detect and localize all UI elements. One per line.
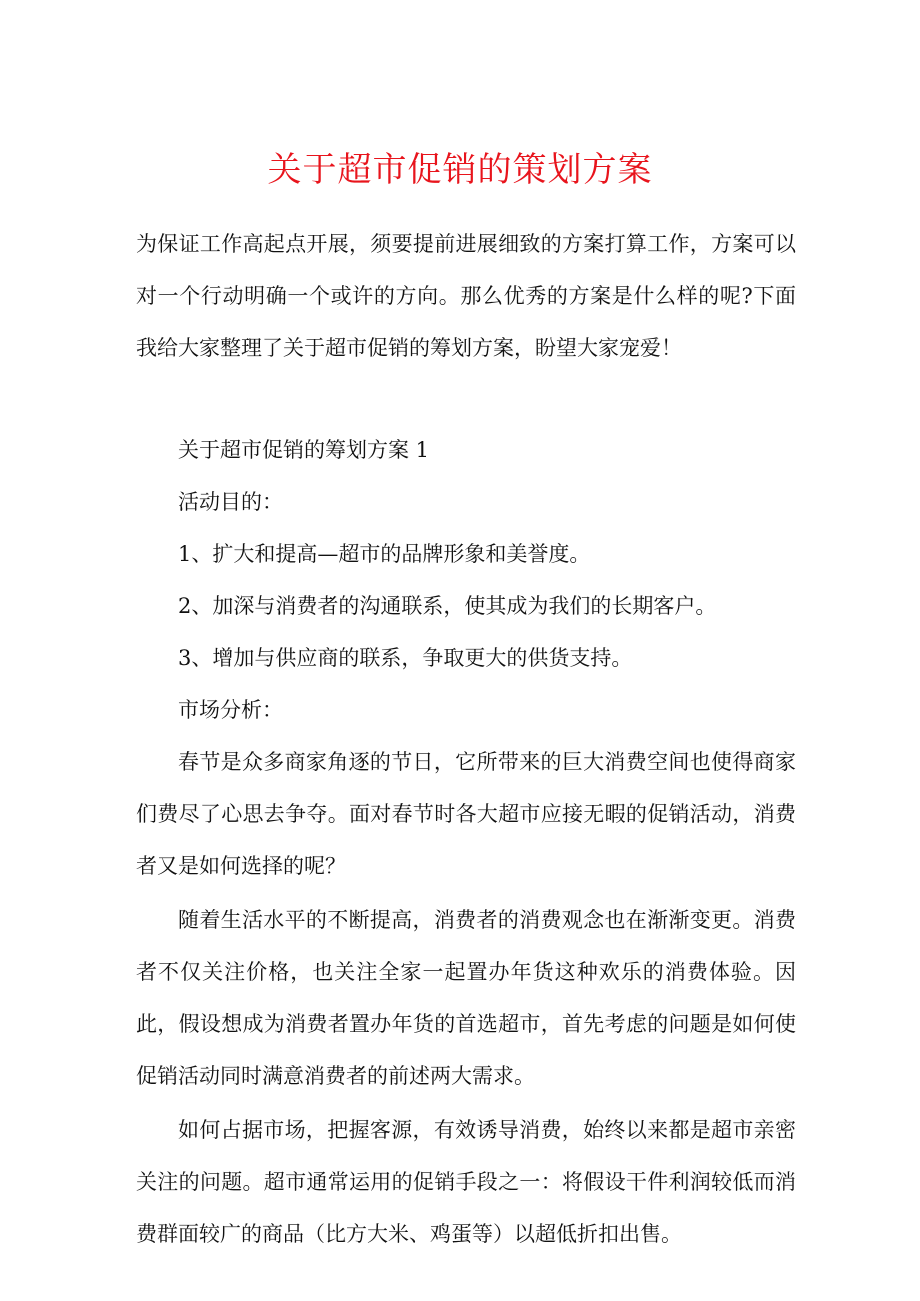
activity-goal-label: 活动目的： (178, 490, 283, 514)
document-title: 关于超市促销的策划方案 (267, 150, 653, 190)
goal-item-2: 2、加深与消费者的沟通联系，使其成为我们的长期客户。 (178, 594, 717, 618)
goal-item-3: 3、增加与供应商的联系，争取更大的供货支持。 (178, 646, 633, 670)
body-paragraph-3: 如何占据市场，把握客源，有效诱导消费，始终以来都是超市亲密关注的问题。超市通常运用的促销手段之一：将假设干件利润较低而消费群面较广的商品（比方大米、鸡蛋等）以超低折扣出售。 (136, 1118, 796, 1246)
intro-paragraph: 为保证工作高起点开展，须要提前进展细致的方案打算工作，方案可以对一个行动明确一个或许的方向。那么优秀的方案是什么样的呢?下面我给大家整理了关于超市促销的筹划方案，盼望大家宠爱！ (136, 232, 796, 360)
market-analysis-label: 市场分析： (178, 698, 283, 722)
body-paragraph-2: 随着生活水平的不断提高，消费者的消费观念也在渐渐变更。消费者不仅关注价格，也关注全家一起置办年货这种欢乐的消费体验。因此，假设想成为消费者置办年货的首选超市，首先考虑的问题是如何使促销活动同时满意消费者的前述两大需求。 (136, 908, 796, 1088)
section-heading: 关于超市促销的筹划方案 1 (178, 438, 430, 462)
body-paragraph-1: 春节是众多商家角逐的节日，它所带来的巨大消费空间也使得商家们费尽了心思去争夺。面对春节时各大超市应接无暇的促销活动，消费者又是如何选择的呢？ (136, 750, 796, 878)
goal-item-1: 1、扩大和提高—超市的品牌形象和美誉度。 (178, 542, 591, 566)
